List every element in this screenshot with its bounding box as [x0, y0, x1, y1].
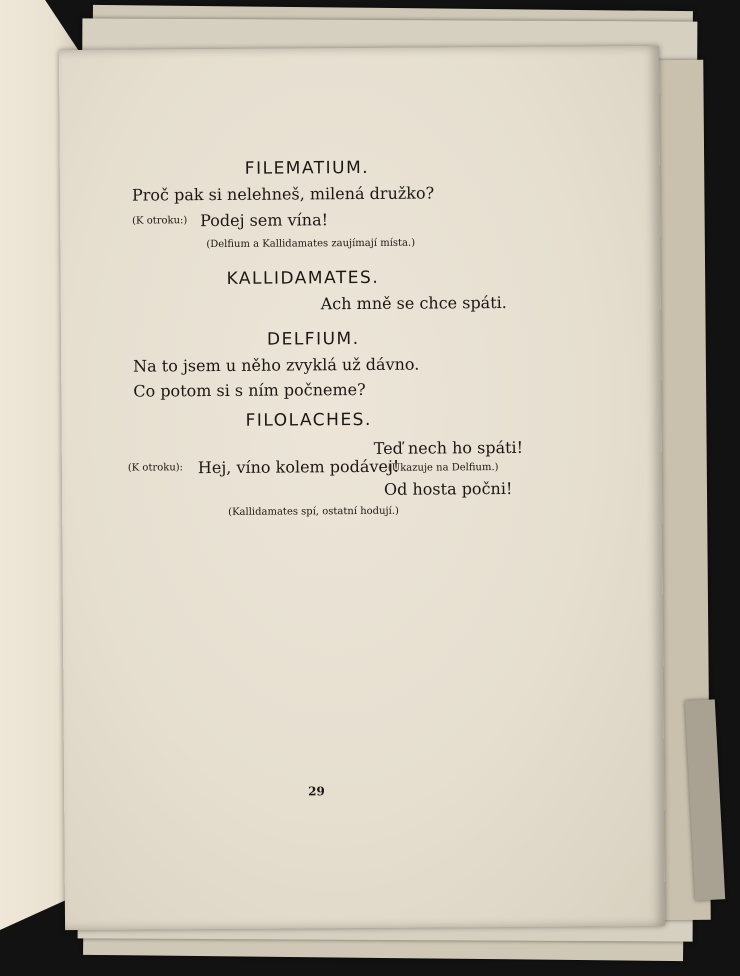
stage-direction: (K otroku): — [127, 462, 184, 474]
speaker-filematium: FILEMATIUM. — [244, 157, 370, 179]
verse-line: Podej sem vína! — [200, 210, 329, 231]
speaker-filolaches: FILOLACHES. — [245, 409, 372, 431]
stage-direction: (K otroku:) — [132, 215, 188, 227]
verse-line: Co potom si s ním počneme? — [133, 379, 366, 401]
verse-line: Teď nech ho spáti! — [373, 437, 524, 458]
speaker-delfium: DELFIUM. — [266, 329, 360, 350]
verse-line: Hej, víno kolem podávej! — [197, 456, 400, 478]
speaker-kallidamates: KALLIDAMATES. — [226, 267, 380, 289]
stage-direction: (Ukazuje na Delfium.) — [387, 462, 499, 474]
page-number: 29 — [308, 784, 325, 799]
stage-direction: (Delfium a Kallidamates zaujímají místa.) — [206, 237, 416, 251]
verse-line: Na to jsem u něho zvyklá už dávno. — [133, 354, 420, 376]
stage-direction: (Kallidamates spí, ostatní hodují.) — [228, 505, 399, 518]
verse-line: Ach mně se chce spáti. — [320, 292, 507, 314]
verse-line: Od hosta počni! — [383, 478, 513, 499]
book-page — [59, 46, 665, 930]
verse-line: Proč pak si nelehneš, milená družko? — [131, 183, 435, 205]
